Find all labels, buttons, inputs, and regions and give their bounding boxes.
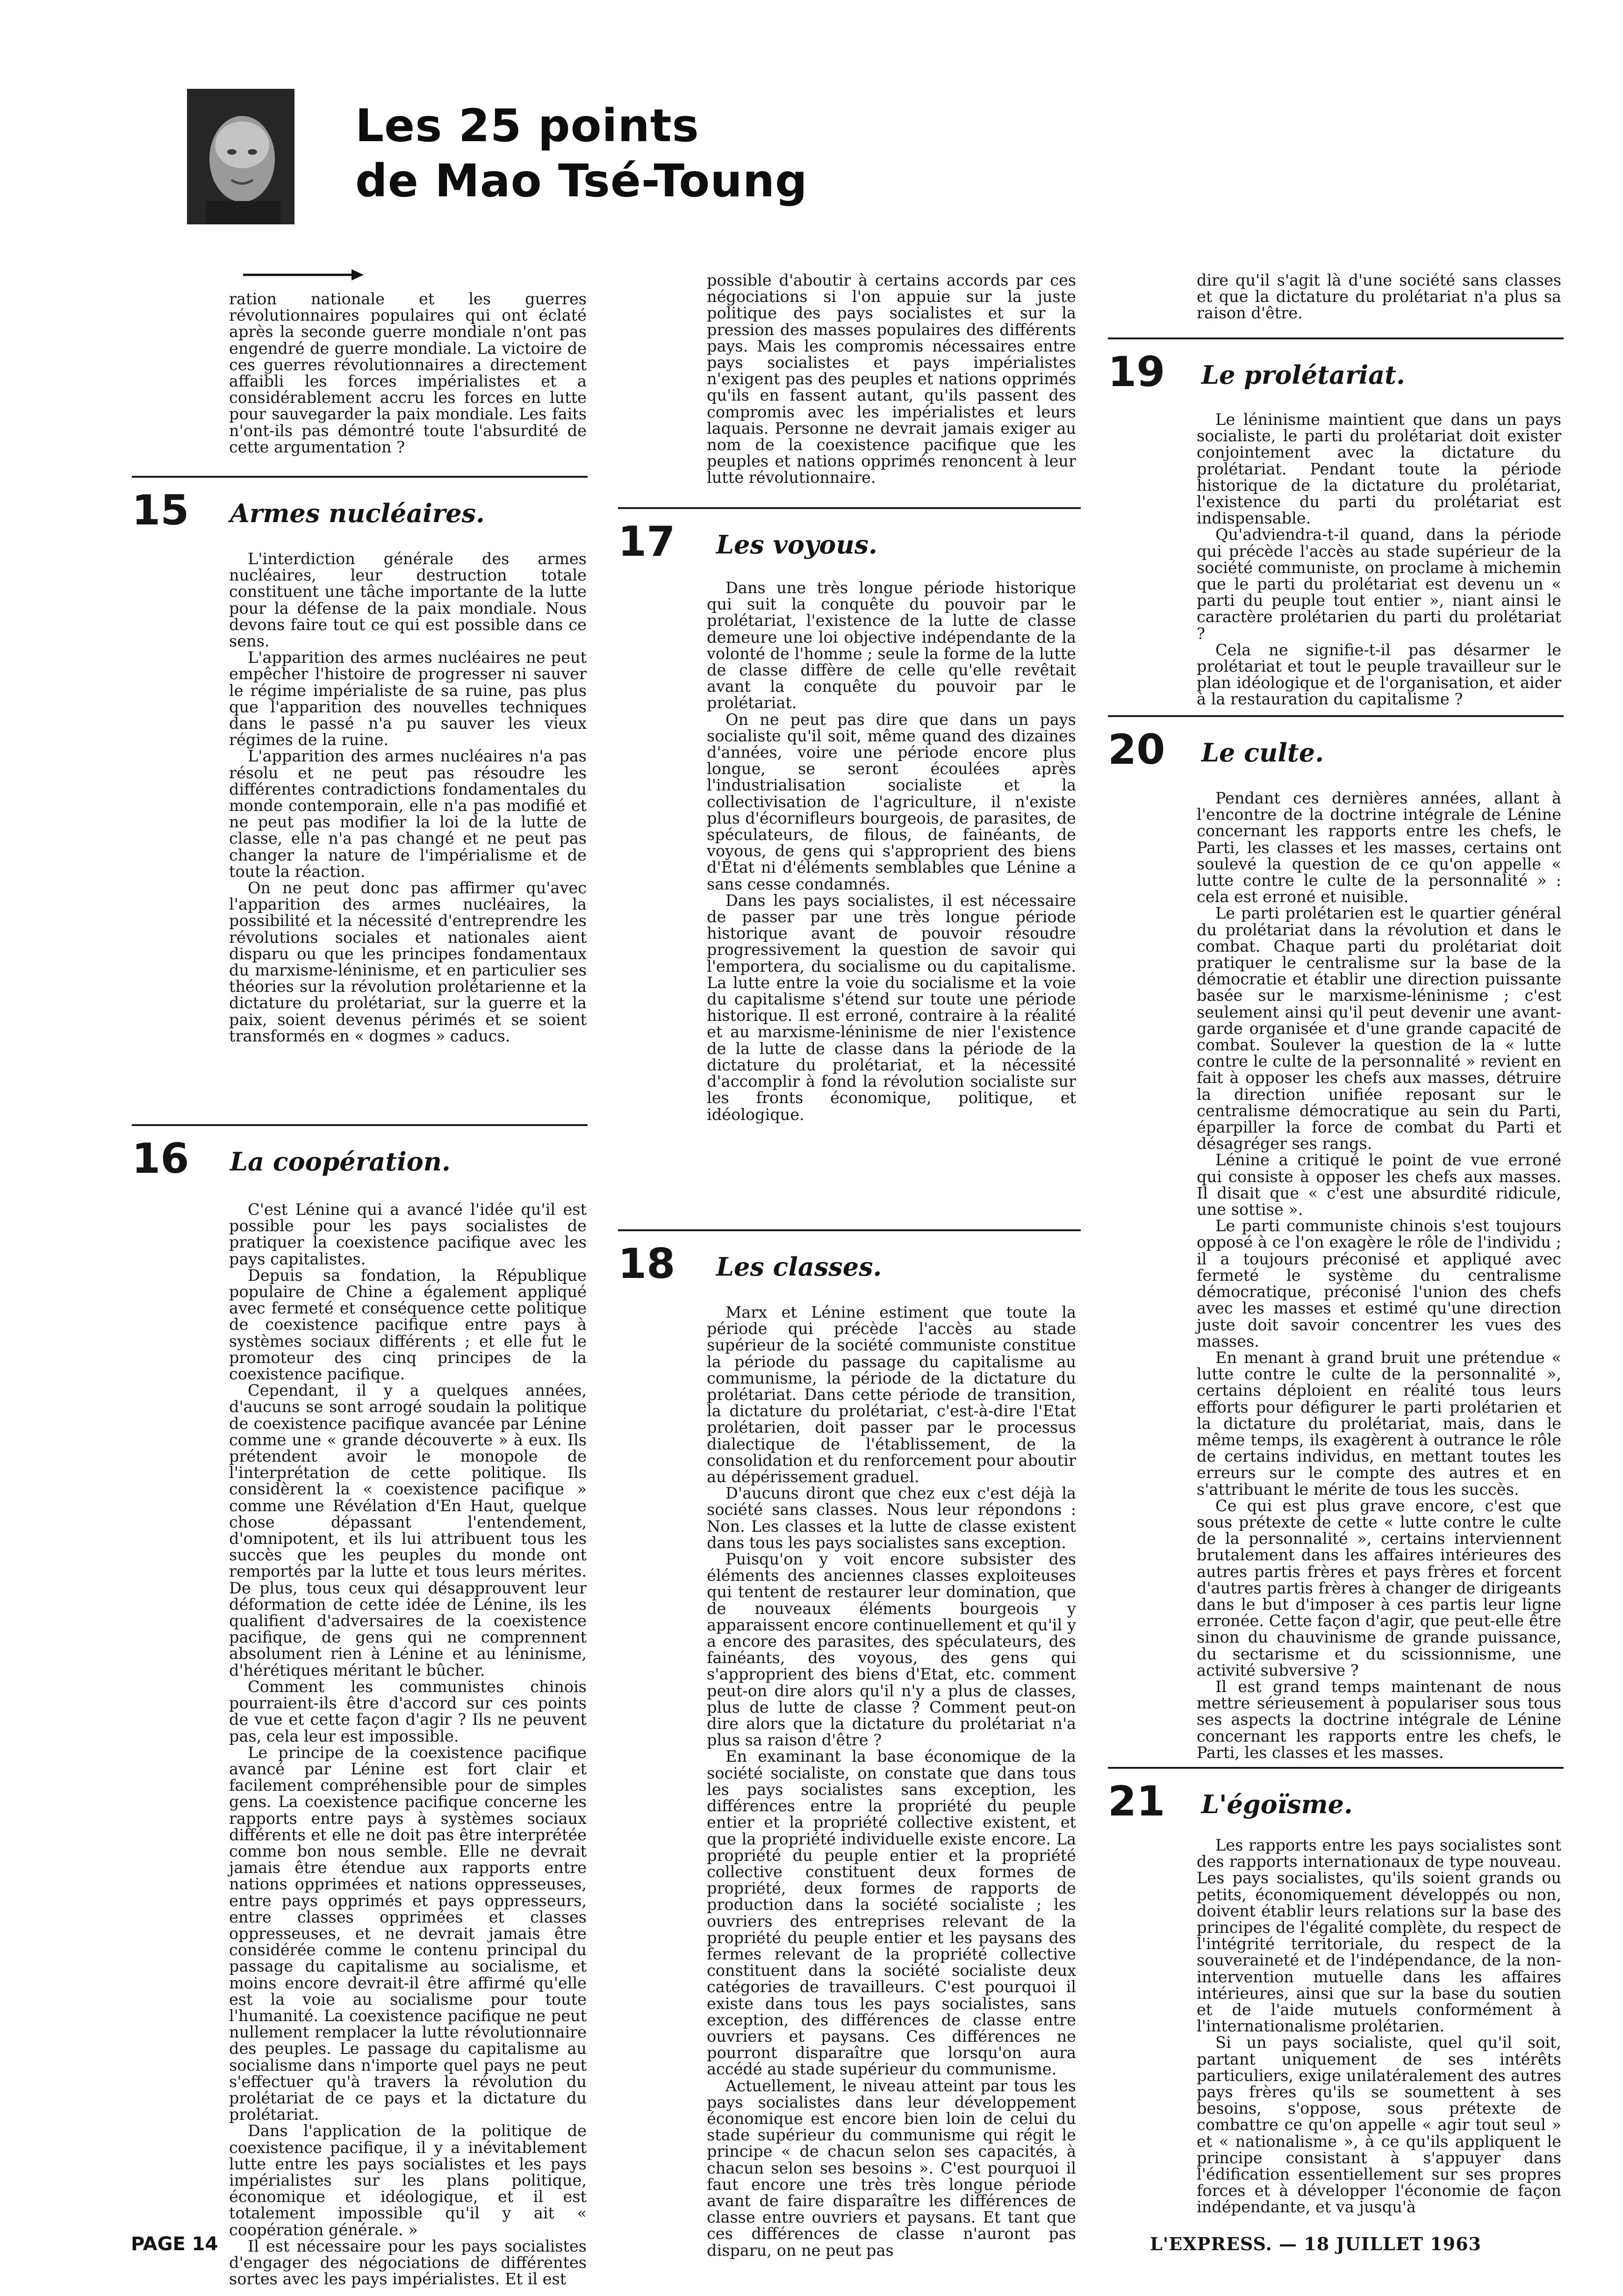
section-21-body — [1197, 1837, 1561, 2216]
paragraph: Il est grand temps maintenant de nous mettre sérieusement à populariser sous tous ses aspects la doctrine intégrale de Lénine concernant les rapports entre les chefs, le Parti, les classes et les masses. — [1197, 1677, 1561, 1762]
paragraph: C'est Lénine qui a avancé l'idée qu'il est possible pour les pays socialistes de pratiquer la coexistence pacifique avec les pays capitalistes. — [229, 1200, 587, 1268]
paragraph: Le parti communiste chinois s'est toujours opposé à ce l'on exagère le rôle de l'individu ; il a toujours préconisé et appliqué avec fermeté le système du centralisme démocratique, préconisé l'union des chefs avec les masses et estimé qu'une direction juste doit savoir concentrer les vues des masses. — [1197, 1217, 1561, 1350]
paragraph: Dans une très longue période historique qui suit la conquête du pouvoir par le prolétariat, l'existence de la lutte de classe demeure une loi objective indépendante de la volonté de l'homme ; seule la forme de la lutte de classe diffère de celle qu'elle revêtait avant la conquête du pouvoir par le prolétariat. — [707, 579, 1076, 712]
section-16-body — [229, 1201, 587, 2287]
paragraph: Qu'adviendra-t-il quand, dans la période qui précède l'accès au stade supérieur de la société communiste, on proclame à michemin que le parti du prolétariat est devenu un « parti du peuple tout entier », niant ainsi le caractère prolétarien du parti du prolétariat ? — [1197, 525, 1561, 643]
paragraph: Les rapports entre les pays socialistes sont des rapports internationaux de type nouveau. Les pays socialistes, qu'ils soient grands ou petits, économiquement développés ou non, doivent établir leurs relations sur la base des principes de l'égalité complète, du respect de l'intégrité territoriale, du respect de la souveraineté et de l'indépendance, de la non-intervention mutuelle dans les affaires intérieures, ainsi que sur la base du soutien et de l'aide mutuels conformément à l'internationalisme prolétarien. — [1197, 1836, 1561, 2036]
page-number: PAGE 14 — [131, 2233, 218, 2255]
section-title: L'égoïsme. — [1201, 1789, 1353, 1819]
middle-continuation — [707, 272, 1076, 486]
section-20-body — [1197, 790, 1561, 1761]
paragraph: En menant à grand bruit une prétendue « lutte contre le culte de la personnalité », certains déploient en réalité tous leurs efforts pour défigurer le parti prolétarien et la dictature du prolétariat, mais, dans le même temps, ils exagèrent à outrance le rôle de certains individus, en mettant toutes les erreurs sur le compte des autres et en s'attribuant le mérite de tous les succès. — [1197, 1348, 1561, 1499]
paragraph: Il est nécessaire pour les pays socialistes d'engager des négociations de différentes sortes avec les pays impérialistes. Et il est — [229, 2237, 587, 2289]
paragraph: En examinant la base économique de la société socialiste, on constate que dans tous les pays socialistes sans exception, les différences entre la propriété du peuple entier et la propriété collective existent, et que la propriété individuelle existe encore. La propriété du peuple entier et la propriété collective constituent deux formes de propriété, deux formes de rapports de production dans la société socialiste ; les ouvriers des entreprises relevant de la propriété du peuple entier et les paysans des fermes relevant de la propriété collective constituent dans la société socialiste deux catégories de travailleurs. C'est pourquoi il existe dans tous les pays socialistes, sans exception, des différences de classe entre ouvriers et paysans. Ces différences ne pourront disparaître que lorsqu'on aura accédé au stade supérieur du communisme. — [707, 1747, 1076, 2079]
paragraph: Puisqu'on y voit encore subsister des éléments des anciennes classes exploiteuses qui tentent de restaurer leur domination, que de nouveaux éléments bourgeois y apparaissent encore continuellement et qu'il y a encore des parasites, des spéculateurs, des fainéants, des voyous, des gens qui s'approprient des biens d'Etat, etc. comment peut-on dire alors qu'il n'y a plus de classes, plus de lutte de classe ? Comment peut-on dire alors que la dictature du prolétariat n'a plus sa raison d'être ? — [707, 1550, 1076, 1750]
section-number: 17 — [618, 517, 675, 566]
paragraph: Lénine a critiqué le point de vue erroné qui consiste à opposer les chefs aux masses. Il disait que « c'est une absurdité ridicule, une sottise ». — [1197, 1151, 1561, 1219]
paragraph: possible d'aboutir à certains accords par ces négociations si l'on appuie sur la juste politique des pays socialistes et sur la pression des masses populaires des différents pays. Mais les compromis nécessaires entre pays socialistes et pays impérialistes n'exigent pas des peuples et nations opprimés qu'ils en fassent autant, qu'ils passent des compromis avec les impérialistes et leurs laquais. Personne ne devrait jamais exiger au nom de la coexistence pacifique que les peuples et nations opprimés renoncent à leur lutte révolutionnaire. — [707, 271, 1076, 487]
paragraph: Dans les pays socialistes, il est nécessaire de passer par une très longue période historique avant de pouvoir résoudre progressivement la question de savoir qui l'emportera, du socialisme ou du capitalisme. La lutte entre la voie du socialisme et la voie du capitalisme s'étend sur toute une période historique. Il est erroné, contraire à la réalité et au marxisme-léninisme de nier l'existence de la lutte de classe dans la période de la dictature du prolétariat, et la nécessité d'accomplir à fond la révolution socialiste sur les fronts économique, politique, et idéologique. — [707, 891, 1076, 1124]
section-number: 18 — [618, 1240, 675, 1288]
section-17-header — [618, 507, 1081, 566]
paragraph: L'apparition des armes nucléaires n'a pas résolu et ne peut pas résoudre les différentes contradictions fondamentales du monde contemporain, elle n'a pas modifié et ne peut pas modifier la loi de la lutte de classe, elle n'a pas changé et ne peut pas changer la nature de l'impérialisme et de toute la réaction. — [229, 747, 587, 881]
section-number: 21 — [1108, 1777, 1165, 1825]
continuation-arrow-icon — [243, 265, 365, 284]
section-title: Armes nucléaires. — [230, 498, 485, 528]
title-line-1: Les 25 points — [355, 100, 699, 152]
section-title: Les classes. — [716, 1252, 882, 1282]
paragraph: Si un pays socialiste, quel qu'il soit, partant uniquement de ses intérêts particuliers, exige unilatéralement des autres pays frères qu'ils se soumettent à ses besoins, s'oppose, sous prétexte de combattre ce qu'on appelle « agir tout seul » et « nationalisme », à ce qu'ils appliquent le principe consistant à s'appuyer dans l'édification essentiellement sur ses propres forces et à développer l'économie de façon indépendante, et va jusqu'à — [1197, 2033, 1561, 2217]
section-19-body — [1197, 411, 1561, 708]
section-17-body — [707, 580, 1076, 1123]
paragraph: On ne peut donc pas affirmer qu'avec l'apparition des armes nucléaires, la possibilité et la nécessité d'entreprendre les révolutions sociales et nationales aient disparu ou que les principes fondamentaux du marxisme-léninisme, et en particulier ses théories sur la révolution prolétarienne et la dictature du prolétariat, sur la guerre et la paix, soient devenus périmés et se soient transformés en « dogmes » caducs. — [229, 879, 587, 1045]
paragraph: Cela ne signifie-t-il pas désarmer le prolétariat et tout le peuple travailleur sur le plan idéologique et de l'organisation, et aider à la restauration du capitalisme ? — [1197, 640, 1561, 709]
paragraph: D'aucuns diront que chez eux c'est déjà la société sans classes. Nous leur répondons : Non. Les classes et la lutte de classe existent dans tous les pays socialistes sans exception. — [707, 1484, 1076, 1552]
author-portrait — [187, 89, 294, 224]
paragraph: On ne peut pas dire que dans un pays socialiste qu'il soit, même quand des dizaines d'années, voire une période encore plus longue, se seront écoulées après l'industrialisation socialiste et la collectivisation de l'agriculture, il n'existe plus d'écornifleurs bourgeois, de parasites, de spéculateurs, de filous, de fainéants, de voyous, de gens qui s'approprient des biens d'Etat ni d'éléments semblables que Lénine a sans cesse condamnés. — [707, 710, 1076, 893]
paragraph: Depuis sa fondation, la République populaire de Chine a également appliqué avec fermeté et conséquence cette politique de coexistence pacifique entre pays à systèmes sociaux différents ; et elle fut le promoteur des cinq principes de la coexistence pacifique. — [229, 1266, 587, 1384]
section-16-header — [132, 1124, 588, 1183]
right-continuation — [1197, 272, 1561, 322]
section-number: 19 — [1108, 348, 1165, 396]
paragraph: Ce qui est plus grave encore, c'est que sous prétexte de cette « lutte contre le culte de la personnalité », certains interviennent brutalement dans les affaires intérieures des autres partis frères et pays frères et forcent d'autres partis frères à changer de dirigeants dans le but d'imposer à ces partis leur ligne erronée. Cette façon d'agir, que peut-elle être sinon du chauvinisme de grande puissance, du sectarisme et du scissionnisme, une activité subversive ? — [1197, 1496, 1561, 1679]
intro-paragraph: ration nationale et les guerres révolutionnaires populaires qui ont éclaté après la seconde guerre mondiale n'ont pas engendré de guerre mondiale. La victoire de ces guerres révolutionnaires a directement affaibli les forces impérialistes et a considérablement accru les forces en lutte pour sauvegarder la paix mondiale. Les faits n'ont-ils pas démontré toute l'absurdité de cette argumentation ? — [229, 290, 587, 456]
paragraph: dire qu'il s'agit là d'une société sans classes et que la dictature du prolétariat n'a plus sa raison d'être. — [1197, 271, 1561, 323]
paragraph: Le léninisme maintient que dans un pays socialiste, le parti du prolétariat doit exister conjointement avec la dictature du prolétariat. Pendant toute la période historique de la dictature du prolétariat, l'existence du parti du prolétariat est indispensable. — [1197, 410, 1561, 528]
section-15-header — [132, 476, 588, 532]
title-line-2: de Mao Tsé-Toung — [355, 155, 808, 207]
paragraph: Comment les communistes chinois pourraient-ils être d'accord sur ces points de vue et cette façon d'agir ? Ils ne peuvent pas, cela leur est impossible. — [229, 1677, 587, 1745]
paragraph: L'interdiction générale des armes nucléaires, leur destruction totale constituent une tâche importante de la lutte pour la défense de la paix mondiale. Nous devons faire tout ce qui est possible dans ce sens. — [229, 550, 587, 651]
section-19-header — [1108, 337, 1564, 394]
section-title: La coopération. — [230, 1147, 451, 1177]
article-title — [355, 98, 808, 208]
section-number: 20 — [1108, 725, 1165, 774]
section-15-body — [229, 551, 587, 1044]
section-number: 15 — [132, 486, 189, 534]
paragraph: Le principe de la coexistence pacifique avancé par Lénine est fort clair et facilement compréhensible pour de simples gens. La coexistence pacifique concerne les rapports entre pays à systèmes sociaux différents et elle ne doit pas être interprétée comme bon nous semble. Elle ne devrait jamais être étendue aux rapports entre nations opprimées et nations oppresseuses, entre pays opprimés et pays oppresseurs, entre classes opprimées et classes oppresseuses, et ne devrait jamais être considérée comme le contenu principal du passage du capitalisme au socialisme, et moins encore devrait-il être affirmé qu'elle est la voie au socialisme pour toute l'humanité. La coexistence pacifique ne peut nullement remplacer la lutte révolutionnaire des peuples. Le passage du capitalisme au socialisme dans n'importe quel pays ne peut s'effectuer qu'à travers la révolution du prolétariat de ce pays et la dictature du prolétariat. — [229, 1743, 587, 2124]
paragraph: Marx et Lénine estiment que toute la période qui précède l'accès au stade supérieur de la société communiste constitue la période du passage du capitalisme au communisme, la période de la dictature du prolétariat. Dans cette période de transition, la dictature du prolétariat, c'est-à-dire l'Etat prolétarien, doit passer par le processus dialectique de l'établissement, de la consolidation et du renforcement pour aboutir au dépérissement graduel. — [707, 1303, 1076, 1486]
paragraph: Le parti prolétarien est le quartier général du prolétariat dans la révolution et dans le combat. Chaque parti du prolétariat doit pratiquer le centralisme sur la base de la démocratie et établir une direction puissante basée sur le marxisme-léninisme ; c'est seulement ainsi qu'il peut devenir une avant-garde organisée et d'une grande capacité de combat. Soulever la question de la « lutte contre le culte de la personnalité » revient en fait à opposer les chefs aux masses, détruire la direction unifiée reposant sur le centralisme démocratique au sein du Parti, éparpiller la force de combat du Parti et désagréger ses rangs. — [1197, 904, 1561, 1153]
section-18-header — [618, 1229, 1081, 1288]
paragraph: Dans l'application de la politique de coexistence pacifique, il y a inévitablement lutte entre les pays socialistes et les pays impérialistes sur les plans politique, économique et idéologique, et il est totalement impossible qu'il y ait « coopération générale. » — [229, 2122, 587, 2239]
paragraph: Cependant, il y a quelques années, d'aucuns se sont arrogé soudain la politique de coexistence pacifique avancée par Lénine comme une « grande découverte » à eux. Ils prétendent avoir le monopole de l'interprétation de cette politique. Ils considèrent la « coexistence pacifique » comme une Révélation d'En Haut, quelque chose dépassant l'entendement, d'omnipotent, et ils lui attribuent tous les succès que les peuples du monde ont remportés par la lutte et tous leurs mérites. De plus, tous ceux qui désapprouvent leur déformation de cette idée de Lénine, ils les qualifient d'adversaires de la coexistence pacifique, de gens qui ne comprennent absolument rien à Lénine et au léninisme, d'hérétiques méritant le bûcher. — [229, 1381, 587, 1679]
section-title: Les voyous. — [716, 530, 877, 560]
intro-text — [229, 291, 587, 455]
section-18-body — [707, 1304, 1076, 2259]
section-21-header — [1108, 1767, 1564, 1823]
paragraph: L'apparition des armes nucléaires ne peut empêcher l'histoire de progresser ni sauver le régime impérialiste de sa ruine, pas plus que l'apparition des nouvelles techniques dans le passé n'a pu sauver les vieux régimes de la ruine. — [229, 648, 587, 749]
publication-date: L'EXPRESS. — 18 JUILLET 1963 — [1150, 2233, 1481, 2254]
section-title: Le culte. — [1201, 738, 1324, 768]
section-20-header — [1108, 715, 1564, 774]
section-number: 16 — [132, 1134, 189, 1183]
paragraph: Pendant ces dernières années, allant à l'encontre de la doctrine intégrale de Lénine concernant les rapports entre les chefs, le Parti, les classes et les masses, certains ont soulevé la question de ce qu'on appelle « lutte contre le culte de la personnalité » : cela est erroné et nuisible. — [1197, 789, 1561, 906]
section-title: Le prolétariat. — [1201, 360, 1405, 390]
paragraph: Actuellement, le niveau atteint par tous les pays socialistes dans leur développement économique est encore bien loin de celui du stade supérieur du communisme qui régit le principe « de chacun selon ses capacités, à chacun selon ses besoins ». C'est pourquoi il faut encore une très très longue période avant de faire disparaître les différences de classe entre ouvriers et paysans. Et tant que ces différences de classe n'auront pas disparu, on ne peut pas — [707, 2076, 1076, 2260]
